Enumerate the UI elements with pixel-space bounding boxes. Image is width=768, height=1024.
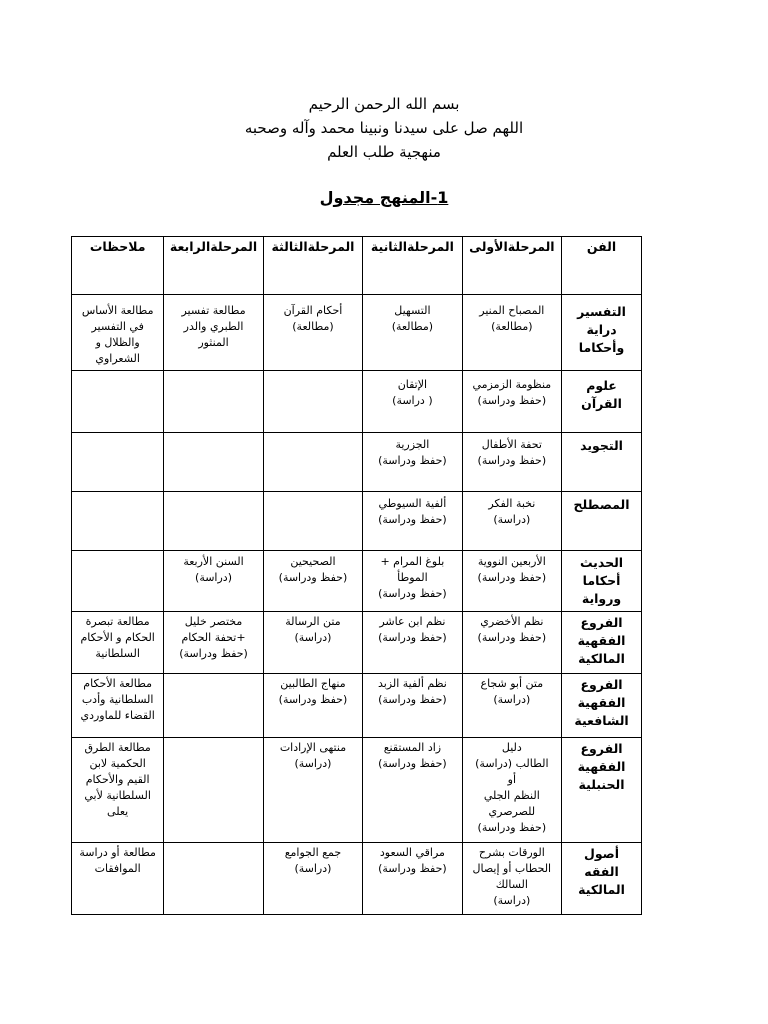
cell-subject [562, 738, 642, 843]
cell-line: نظم الأخضري [480, 615, 544, 628]
cell-subject [562, 612, 642, 674]
cell-subject [562, 492, 642, 551]
basmala: بسم الله الرحمن الرحيم [308, 95, 460, 113]
cell-line: وأحكاما [578, 340, 625, 355]
cell-line: جمع الجوامع [284, 846, 342, 859]
cell-line: (دراسة) [195, 571, 232, 584]
table-row [72, 492, 642, 551]
cell-line: الموطأ [397, 571, 428, 584]
cell-line: متن أبو شجاع [480, 677, 544, 690]
cell-line: ورواية [581, 591, 622, 606]
cell-subject [562, 295, 642, 371]
cell-stage2 [363, 371, 462, 433]
cell-line: الفروع [580, 615, 623, 630]
cell-line: المالكية [578, 651, 625, 666]
header-stage4: المرحلةالرابعة [164, 237, 263, 295]
cell-line: الفقهية [577, 633, 626, 648]
cell-subject [562, 433, 642, 492]
cell-line: الجزرية [395, 438, 430, 451]
cell-line: الشافعية [574, 713, 629, 728]
cell-line: (حفظ ودراسة) [278, 571, 348, 584]
cell-line: (مطالعة) [391, 320, 434, 333]
cell-stage3 [263, 492, 362, 551]
cell-notes [72, 674, 164, 738]
cell-line: التسهيل [394, 304, 431, 317]
cell-stage1 [462, 738, 561, 843]
document-title: منهجية طلب العلم [327, 143, 441, 161]
cell-stage4 [164, 738, 263, 843]
cell-line: (دراسة) [493, 894, 531, 907]
header-stage2: المرحلةالثانية [363, 237, 462, 295]
cell-line: بلوغ المرام + [380, 555, 445, 568]
cell-notes [72, 612, 164, 674]
cell-line: النظم الجلي [483, 789, 540, 802]
table-row [72, 551, 642, 612]
cell-line: الحطاب أو إيصال [472, 862, 552, 875]
cell-line: منظومة الزمزمي [472, 378, 552, 391]
cell-line: (حفظ ودراسة) [477, 394, 547, 407]
header-subject: الفن [562, 237, 642, 295]
cell-line: +تحفة الحكام [181, 631, 246, 644]
cell-stage3 [263, 551, 362, 612]
cell-stage4 [164, 492, 263, 551]
cell-stage2 [363, 674, 462, 738]
cell-line: الطالب (دراسة) [475, 757, 549, 770]
cell-stage3 [263, 371, 362, 433]
cell-stage2 [363, 738, 462, 843]
cell-stage1 [462, 674, 561, 738]
cell-line: مطالعة أو دراسة [79, 846, 156, 859]
document-header [0, 92, 768, 164]
cell-line: (حفظ ودراسة) [378, 587, 447, 600]
cell-stage1 [462, 612, 561, 674]
section-title: 1-المنهج مجدول [319, 188, 449, 207]
cell-line: الصحيحين [290, 555, 336, 568]
cell-stage2 [363, 551, 462, 612]
cell-stage2 [363, 843, 462, 915]
cell-line: أصول الفقه [584, 846, 620, 879]
cell-line: الورقات بشرح [478, 846, 545, 859]
cell-line: الفقهية [577, 695, 626, 710]
cell-stage1 [462, 492, 561, 551]
cell-line: أو [507, 773, 517, 786]
cell-line: (دراسة) [493, 693, 531, 706]
cell-stage3 [263, 433, 362, 492]
cell-line: نخبة الفكر [488, 497, 536, 510]
cell-line: القضاء للماوردي [80, 709, 155, 722]
cell-line: (دراسة) [294, 757, 332, 770]
curriculum-table [71, 236, 642, 915]
cell-stage4 [164, 551, 263, 612]
cell-line: مختصر خليل [184, 615, 243, 628]
cell-line: السلطانية وأدب [81, 693, 154, 706]
cell-stage3 [263, 843, 362, 915]
cell-notes [72, 371, 164, 433]
cell-stage3 [263, 612, 362, 674]
cell-line: الشعراوي [95, 352, 140, 365]
cell-line: القيم والأحكام [85, 773, 150, 786]
cell-stage1 [462, 551, 561, 612]
table-row [72, 295, 642, 371]
cell-line: مطالعة تبصرة [85, 615, 150, 628]
cell-line: الحكمية لابن [89, 757, 146, 770]
cell-line: الموافقات [94, 862, 141, 875]
cell-line: والظلال و [95, 336, 140, 349]
cell-line: (دراسة) [294, 631, 332, 644]
cell-line: مطالعة تفسير [181, 304, 246, 317]
cell-stage1 [462, 371, 561, 433]
cell-stage4 [164, 433, 263, 492]
table-header-row [72, 237, 642, 295]
cell-line: السلطانية [95, 647, 140, 660]
cell-notes [72, 433, 164, 492]
cell-line: مطالعة الأحكام [83, 677, 152, 690]
cell-line: مطالعة الأساس [81, 304, 154, 317]
cell-line: علوم القرآن [581, 378, 622, 411]
cell-line: (حفظ ودراسة) [378, 513, 447, 526]
cell-line: الحديث أحكاما [579, 555, 624, 588]
cell-line: السالك [495, 878, 528, 891]
cell-line: الفروع [580, 741, 623, 756]
cell-line: منتهى الإرادات [279, 741, 347, 754]
table-row [72, 674, 642, 738]
cell-line: المصطلح [573, 497, 630, 512]
cell-line: (حفظ ودراسة) [378, 757, 447, 770]
cell-subject [562, 674, 642, 738]
cell-line: السنن الأربعة [183, 555, 244, 568]
table-row [72, 371, 642, 433]
cell-line: في التفسير [91, 320, 144, 333]
cell-stage2 [363, 492, 462, 551]
cell-line: السلطانية لأبي [84, 789, 151, 802]
table-body [72, 295, 642, 915]
cell-line: الحنبلية [578, 777, 625, 792]
cell-notes [72, 295, 164, 371]
cell-notes [72, 843, 164, 915]
cell-line: منهاج الطالبين [280, 677, 346, 690]
table-row [72, 433, 642, 492]
cell-stage4 [164, 674, 263, 738]
cell-line: (حفظ ودراسة) [179, 647, 248, 660]
cell-subject [562, 843, 642, 915]
cell-line: (حفظ ودراسة) [477, 821, 547, 834]
cell-line: التجويد [580, 438, 623, 453]
cell-line: (مطالعة) [292, 320, 334, 333]
header-notes: ملاحظات [72, 237, 164, 295]
cell-line: (حفظ ودراسة) [477, 454, 547, 467]
cell-line: المصباح المنير [479, 304, 545, 317]
cell-line: (حفظ ودراسة) [378, 631, 447, 644]
cell-line: المالكية [578, 882, 625, 897]
cell-line: (حفظ ودراسة) [477, 631, 547, 644]
cell-line: أحكام القرآن [283, 304, 343, 317]
cell-line: متن الرسالة [285, 615, 341, 628]
cell-stage3 [263, 738, 362, 843]
cell-line: للصرصري [488, 805, 536, 818]
cell-line: نظم ابن عاشر [379, 615, 446, 628]
cell-line: (حفظ ودراسة) [278, 693, 348, 706]
cell-line: مراقي السعود [379, 846, 445, 859]
cell-notes [72, 551, 164, 612]
cell-line: ألفية السيوطي [378, 497, 447, 510]
cell-line: (دراسة) [493, 513, 531, 526]
cell-stage4 [164, 843, 263, 915]
cell-subject [562, 371, 642, 433]
cell-line: زاد المستقنع [383, 741, 442, 754]
cell-line: (حفظ ودراسة) [378, 862, 447, 875]
cell-line: (مطالعة) [491, 320, 533, 333]
cell-line: الأربعين النووية [477, 555, 546, 568]
cell-stage1 [462, 433, 561, 492]
salawat-line: اللهم صل على سيدنا ونبينا محمد وآله وصحبه [244, 119, 524, 137]
cell-stage2 [363, 433, 462, 492]
table-row [72, 843, 642, 915]
cell-line: دليل [501, 741, 522, 754]
cell-stage4 [164, 612, 263, 674]
cell-line: الفقهية [577, 759, 626, 774]
table-row [72, 738, 642, 843]
cell-stage3 [263, 674, 362, 738]
header-stage1: المرحلةالأولى [462, 237, 561, 295]
cell-line: التفسير دراية [577, 304, 626, 337]
cell-stage2 [363, 612, 462, 674]
cell-subject [562, 551, 642, 612]
cell-stage1 [462, 295, 561, 371]
cell-notes [72, 492, 164, 551]
cell-stage1 [462, 843, 561, 915]
cell-stage2 [363, 295, 462, 371]
cell-line: الإتقان [397, 378, 428, 391]
cell-line: تحفة الأطفال [481, 438, 542, 451]
cell-stage4 [164, 371, 263, 433]
cell-line: (حفظ ودراسة) [378, 693, 447, 706]
cell-line: المنثور [198, 336, 229, 349]
cell-line: يعلى [107, 805, 129, 818]
cell-notes [72, 738, 164, 843]
cell-line: مطالعة الطرق [84, 741, 151, 754]
cell-line: نظم ألفية الزبد [377, 677, 447, 690]
cell-stage4 [164, 295, 263, 371]
cell-stage3 [263, 295, 362, 371]
cell-line: الفروع [580, 677, 623, 692]
cell-line: الحكام و الأحكام [80, 631, 155, 644]
cell-line: (حفظ ودراسة) [378, 454, 447, 467]
cell-line: (حفظ ودراسة) [477, 571, 547, 584]
table-row [72, 612, 642, 674]
cell-line: الطبري والدر [183, 320, 244, 333]
header-stage3: المرحلةالثالثة [263, 237, 362, 295]
cell-line: ( دراسة) [392, 394, 433, 407]
cell-line: (دراسة) [294, 862, 332, 875]
